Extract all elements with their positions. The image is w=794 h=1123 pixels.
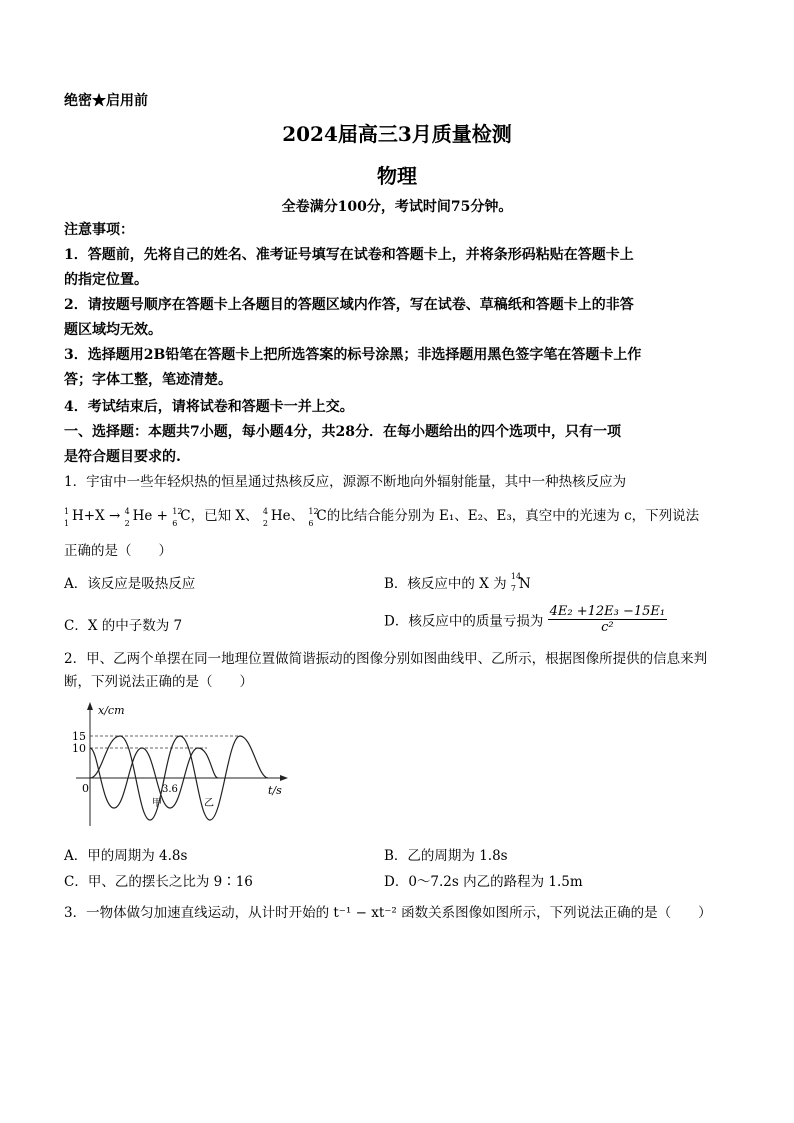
q2-option-b: B．乙的周期为 1.8s [384, 848, 508, 864]
q1-option-a: A．该反应是吸热反应 [64, 576, 196, 592]
note-1a: 1．答题前，先将自己的姓名、准考证号填写在试卷和答题卡上，并将条形码粘贴在答题卡上 [64, 247, 634, 263]
x-axis-arrow [280, 775, 288, 781]
q2-stem-1: 2．甲、乙两个单摆在同一地理位置做简谐振动的图像分别如图曲线甲、乙所示，根据图像所提供的信息来判 [64, 651, 708, 667]
q1-option-c: C．X 的中子数为 7 [64, 618, 183, 634]
notes-heading: 注意事项： [64, 222, 134, 238]
note-1b: 的指定位置。 [64, 272, 148, 288]
label-jia: 甲 [152, 798, 162, 809]
score-time: 全卷满分100分，考试时间75分钟。 [281, 199, 513, 215]
subject-title: 物理 [377, 164, 417, 188]
q2-option-c: C．甲、乙的摆长之比为 9∶16 [64, 874, 253, 890]
x-tick-3-6: 3.6 [162, 784, 178, 795]
section1-line1: 一、选择题：本题共7小题，每小题4分，共28分．在每小题给出的四个选项中，只有一项 [64, 424, 621, 440]
note-3a: 3．选择题用2B铅笔在答题卡上把所选答案的标号涂黑；非选择题用黑色签字笔在答题卡上作 [64, 347, 642, 363]
y-tick-10: 10 [72, 742, 86, 755]
exam-title: 2024届高三3月质量检测 [282, 122, 512, 146]
y-axis-label: x/cm [98, 704, 125, 717]
note-3b: 答；字体工整，笔迹清楚。 [64, 372, 232, 388]
q1-option-d: D．核反应中的质量亏损为 $\frac{\text{4E₂ +12E₃ −15E₁}}{\text{c²}}$ [384, 604, 666, 635]
q2-option-d: D．0～7.2s 内乙的路程为 1.5m [384, 874, 583, 890]
pendulum-graph [62, 700, 292, 832]
q2-option-a: A．甲的周期为 4.8s [64, 848, 188, 864]
q1-stem-3: 正确的是（ ） [64, 543, 172, 559]
origin-label: 0 [82, 782, 89, 795]
section1-line2: 是符合题目要求的. [64, 449, 181, 465]
note-2a: 2．请按题号顺序在答题卡上各题目的答题区域内作答，写在试卷、草稿纸和答题卡上的非答 [64, 297, 634, 313]
x-axis-label: t/s [268, 784, 282, 797]
q3-stem: 3．一物体做匀加速直线运动，从计时开始的 t⁻¹ − xt⁻² 函数关系图像如图所示，下列说法正确的是（ ） [64, 905, 712, 921]
q1-equation: 1 1 H+X → 4 2 He + 12 6 C，已知 X、 4 2 He、 12 6 C的比结合能分别为 E₁、E₂、E₃，真空中的光速为 c，下列说法 [64, 507, 700, 528]
y-axis-arrow [87, 702, 93, 710]
note-4: 4．考试结束后，请将试卷和答题卡一并上交。 [64, 399, 354, 415]
y-tick-15: 15 [72, 730, 86, 743]
note-2b: 题区域均无效。 [64, 322, 162, 338]
confidential-mark: 绝密★启用前 [64, 93, 148, 109]
q2-stem-2: 断，下列说法正确的是（ ） [64, 674, 253, 690]
label-yi: 乙 [204, 798, 214, 809]
q1-option-b: B．核反应中的 X 为 14 7 N [384, 572, 531, 593]
q1-stem-1: 1．宇宙中一些年轻炽热的恒星通过热核反应，源源不断地向外辐射能量，其中一种热核反应为 [64, 474, 627, 490]
